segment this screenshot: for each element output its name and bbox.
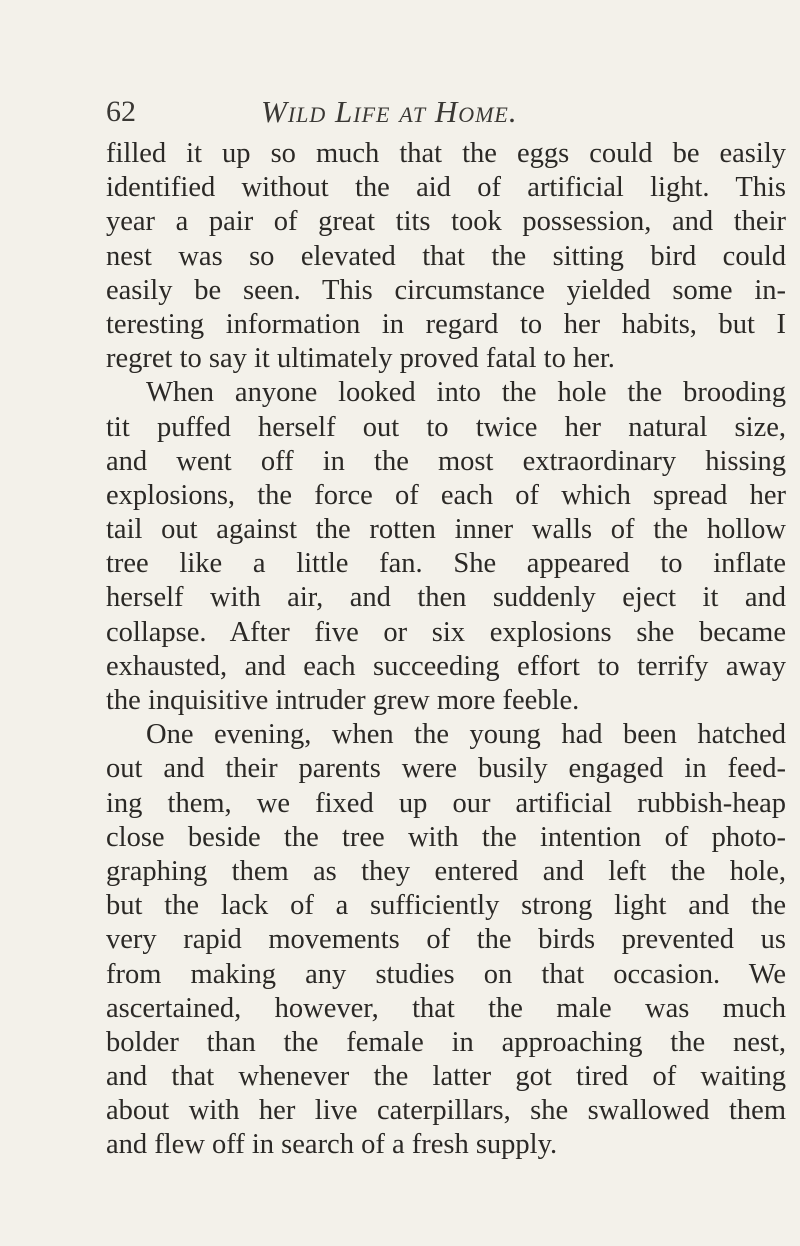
- text-line: about with her live caterpillars, she swallowed them: [106, 1095, 786, 1127]
- text-line: herself with air, and then suddenly eject it and: [106, 582, 786, 614]
- text-line: tit puffed herself out to twice her natural size,: [106, 411, 786, 443]
- text-line: tail out against the rotten inner walls of the hollow: [106, 514, 786, 546]
- text-line: and that whenever the latter got tired of waiting: [106, 1061, 786, 1093]
- text-line: ascertained, however, that the male was much: [106, 992, 786, 1024]
- text-line: and went off in the most extraordinary hissing: [106, 445, 786, 477]
- text-line: identified without the aid of artificial light. This: [106, 172, 786, 204]
- text-line: collapse. After five or six explosions she became: [106, 616, 786, 648]
- text-line: graphing them as they entered and left the hole,: [106, 855, 786, 887]
- text-line: teresting information in regard to her habits, but I: [106, 308, 786, 340]
- text-line: the inquisitive intruder grew more feeble.: [106, 685, 580, 716]
- text-line: regret to say it ultimately proved fatal to her.: [106, 343, 615, 375]
- text-line: filled it up so much that the eggs could be easily: [106, 138, 786, 169]
- text-line: When anyone looked into the hole the brooding: [146, 377, 786, 409]
- body-text: [106, 137, 786, 1163]
- running-title: Wild Life at Home.: [261, 94, 518, 129]
- running-head: [106, 92, 786, 132]
- text-line: ing them, we fixed up our artificial rubbish-heap: [106, 787, 786, 819]
- page-number: 62: [106, 95, 136, 128]
- text-line: exhausted, and each succeeding effort to terrify away: [106, 650, 786, 682]
- text-line: nest was so elevated that the sitting bird could: [106, 240, 786, 272]
- text-line: and flew off in search of a fresh supply.: [106, 1129, 558, 1161]
- text-line: but the lack of a sufficiently strong light and the: [106, 890, 786, 922]
- text-line: very rapid movements of the birds prevented us: [106, 924, 786, 956]
- text-line: One evening, when the young had been hatched: [146, 719, 786, 751]
- text-line: explosions, the force of each of which spread her: [106, 479, 786, 511]
- text-line: year a pair of great tits took possession, and their: [106, 206, 786, 238]
- text-line: bolder than the female in approaching the nest,: [106, 1026, 786, 1058]
- text-line: easily be seen. This circumstance yielded some in-: [106, 274, 786, 306]
- text-line: tree like a little fan. She appeared to inflate: [106, 548, 786, 580]
- text-line: from making any studies on that occasion. We: [106, 958, 786, 990]
- text-line: close beside the tree with the intention of photo-: [106, 821, 786, 853]
- text-line: out and their parents were busily engaged in feed-: [106, 753, 786, 785]
